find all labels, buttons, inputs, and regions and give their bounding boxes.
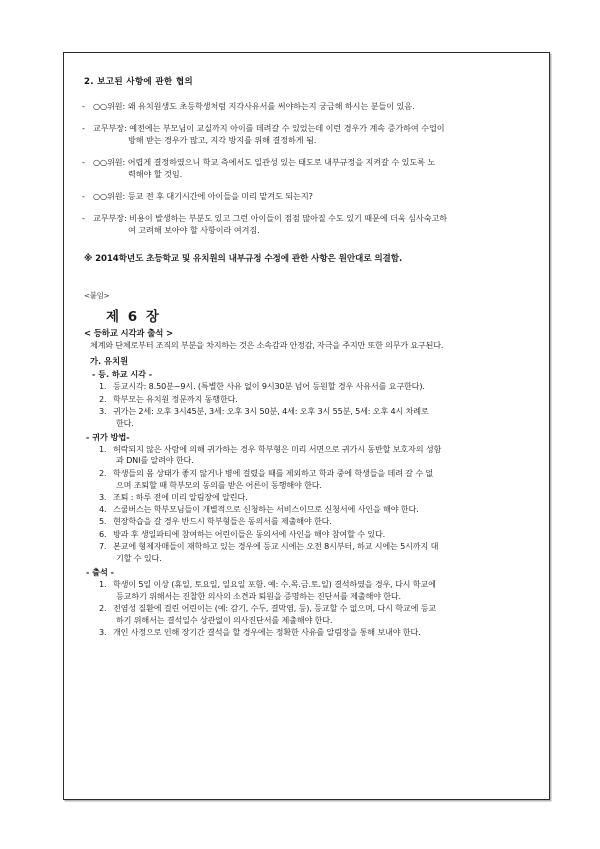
item-text: [113, 627, 535, 639]
group-label-kindergarten: 가. 유치원: [90, 356, 129, 367]
discussion-body: [93, 190, 535, 202]
list-dash: -: [82, 156, 85, 167]
discussion-item: [82, 190, 535, 202]
item-number: 3.: [99, 491, 107, 502]
item-text-line1: 전염성 질환에 걸린 어린이는 (예: 감기, 수두, 결막염, 등), 등교할 수 없으며, 다시 학교에 등교: [113, 602, 437, 613]
discussion-body: [93, 122, 535, 147]
item-text-line2: 과 DNI를 알려야 한다.: [116, 455, 194, 466]
item-text: [113, 468, 535, 492]
item-text-line1: 현장학습을 갈 경우 반드시 학부형들은 동의서를 제출해야 한다.: [113, 516, 332, 527]
discussion-speaker: ○○위원:: [93, 190, 126, 201]
item-text: [113, 394, 535, 406]
discussion-body: [93, 156, 535, 181]
list-item: [82, 603, 535, 627]
list-item: [82, 381, 535, 393]
discussion-text-line1: 비용이 발생하는 부분도 있고 그런 아이들이 점점 많아질 수도 있기 때문에 더욱 심사숙고하: [129, 212, 448, 223]
chapter-subtitle: < 등하교 시각과 출석 >: [84, 328, 174, 339]
item-text: [113, 504, 535, 516]
list-item: [82, 504, 535, 516]
list-item: [82, 468, 535, 492]
item-text-line1: 스쿨버스는 학부모님들이 개별적으로 신청하는 서비스이므로 신청서에 사인을 해야 한다.: [113, 504, 419, 515]
list-dash: -: [82, 190, 85, 201]
item-number: 5.: [99, 516, 107, 527]
item-number: 3.: [99, 405, 107, 416]
list-item: [82, 579, 535, 603]
list-item: [82, 516, 535, 528]
item-text: [113, 541, 535, 565]
item-text: [113, 492, 535, 504]
subsection-label-attendance: - 출석 -: [86, 566, 114, 577]
intro-paragraph: 체계와 단체로부터 조직의 부분을 차지하는 것은 소속감과 안정감, 자극을 주지만 또한 의무가 요구된다.: [90, 340, 444, 351]
item-text-line2: 한다.: [116, 417, 134, 428]
list-item: [82, 394, 535, 406]
chapter-title: 제 6 장: [106, 309, 161, 326]
numbered-list-arrival-departure: [82, 381, 535, 429]
list-item: [82, 541, 535, 565]
item-text-line1: 귀가는 2세: 오후 3시45분, 3세: 오후 3시 50분, 4세: 오후 3시 55분, 5세: 오후 4시 차례로: [113, 405, 429, 416]
discussion-text-line2: 방해 받는 경우가 많고, 지각 방지를 위해 결정하게 됨.: [128, 135, 317, 146]
discussion-item: [82, 122, 535, 147]
item-text-line1: 방과 후 생일파티에 참여하는 어린이들은 동의서에 사인을 해야 참여할 수 있다.: [113, 528, 386, 539]
item-number: 2.: [99, 393, 107, 404]
subsection-label-arrival-departure: - 등. 하교 시각 -: [92, 369, 153, 380]
document-page: [63, 52, 550, 800]
item-text: [113, 406, 535, 430]
numbered-list-attendance: [82, 579, 535, 639]
item-text-line2: 으며 조퇴할 때 학부모의 동의를 받은 어른이 동행해야 한다.: [116, 479, 322, 490]
item-number: 3.: [99, 626, 107, 637]
item-text: [113, 516, 535, 528]
discussion-text-line2: 력해야 할 것임.: [128, 169, 183, 180]
discussion-text-line2: 여 고려해 보아야 할 사항이라 여겨짐.: [128, 225, 260, 236]
item-text-line1: 학부모는 유치원 정문까지 동행한다.: [113, 393, 238, 404]
item-text-line2: 기할 수 있다.: [116, 552, 162, 563]
item-text: [113, 579, 535, 603]
list-item: [82, 492, 535, 504]
item-text: [113, 603, 535, 627]
discussion-speaker: ○○위원:: [93, 156, 126, 167]
discussion-text-line1: 등교 전 후 대기시간에 아이들을 미리 맡겨도 되는지?: [127, 190, 313, 201]
discussion-speaker: 교무부장:: [93, 212, 127, 223]
item-number: 4.: [99, 504, 107, 515]
discussion-body: [93, 100, 535, 112]
list-dash: -: [82, 101, 85, 111]
discussion-item: [82, 100, 535, 112]
item-number: 7.: [99, 541, 107, 552]
discussion-text-line1: 왜 유치원생도 초등학생처럼 지각사유서를 써야하는지 궁금해 하시는 분들이 있음.: [127, 101, 415, 111]
item-number: 1.: [99, 443, 107, 454]
item-text-line1: 개인 사정으로 인해 장기간 결석을 할 경우에는 정확한 사유를 알림장을 통해 보내야 한다.: [113, 626, 421, 637]
item-text: [113, 444, 535, 468]
item-number: 2.: [99, 602, 107, 613]
discussion-body: [93, 212, 535, 237]
discussion-text-line1: 예전에는 부모님이 교실까지 아이를 데려갈 수 있었는데 이런 경우가 계속 증가하여 수업이: [129, 122, 445, 133]
numbered-list-return-method: [82, 444, 535, 565]
discussion-list: [82, 100, 535, 236]
list-dash: -: [82, 212, 85, 223]
list-item: [82, 627, 535, 639]
discussion-speaker: ○○위원:: [93, 101, 126, 111]
list-item: [82, 444, 535, 468]
item-text-line1: 허락되지 않은 사람에 의해 귀가하는 경우 학부형은 미리 서면으로 귀가시 동반할 보호자의 성함: [113, 443, 442, 454]
item-number: 1.: [99, 381, 107, 392]
discussion-speaker: 교무부장:: [93, 122, 127, 133]
subsection-label-return-method: - 귀가 방법-: [86, 431, 130, 442]
item-number: 6.: [99, 528, 107, 539]
item-number: 1.: [99, 578, 107, 589]
list-item: [82, 406, 535, 430]
attachment-tag: <붙임>: [84, 291, 110, 301]
item-text-line1: 등교시각: 8.50분~9시. (특별한 사유 없이 9시30분 넘어 등원할 경우 사유서를 요구한다).: [113, 381, 425, 392]
resolution-statement: ※ 2014학년도 초등학교 및 유치원의 내부규정 수정에 관한 사항은 원안대로 의결함.: [84, 254, 403, 265]
item-number: 2.: [99, 467, 107, 478]
item-text-line1: 학생이 5일 이상 (휴일, 토요일, 일요일 포함. 예: 수.목.금.토.일) 결석하였을 경우, 다시 학교에: [113, 578, 436, 589]
item-text-line1: 조퇴 : 하루 전에 미리 알림장에 알린다.: [113, 491, 248, 502]
document-content: [64, 53, 549, 799]
item-text-line2: 하기 위해서는 결석일수 상관없이 의사진단서를 제출해야 한다.: [116, 614, 333, 625]
list-item: [82, 529, 535, 541]
discussion-item: [82, 212, 535, 237]
item-text-line1: 학생들의 몸 상태가 좋지 않거나 병에 걸렸을 때를 제외하고 학과 중에 학생들을 데려 갈 수 없: [113, 467, 434, 478]
item-text: [113, 529, 535, 541]
discussion-text-line1: 어렵게 결정하였으니 학교 측에서도 일관성 있는 태도로 내부규정을 지켜갈 수 있도록 노: [127, 156, 436, 167]
discussion-item: [82, 156, 535, 181]
item-text-line1: 본교에 형제자매들이 재학하고 있는 경우에 등교 시에는 오전 8시부터, 하교 시에는 5시까지 대: [113, 541, 439, 552]
list-dash: -: [82, 122, 85, 133]
item-text-line2: 등교하기 위해서는 진찰한 의사의 소견과 퇴원을 증명하는 진단서를 제출해야 한다.: [116, 590, 401, 601]
section-heading: 2. 보고된 사항에 관한 협의: [84, 77, 194, 87]
item-text: [113, 381, 535, 393]
